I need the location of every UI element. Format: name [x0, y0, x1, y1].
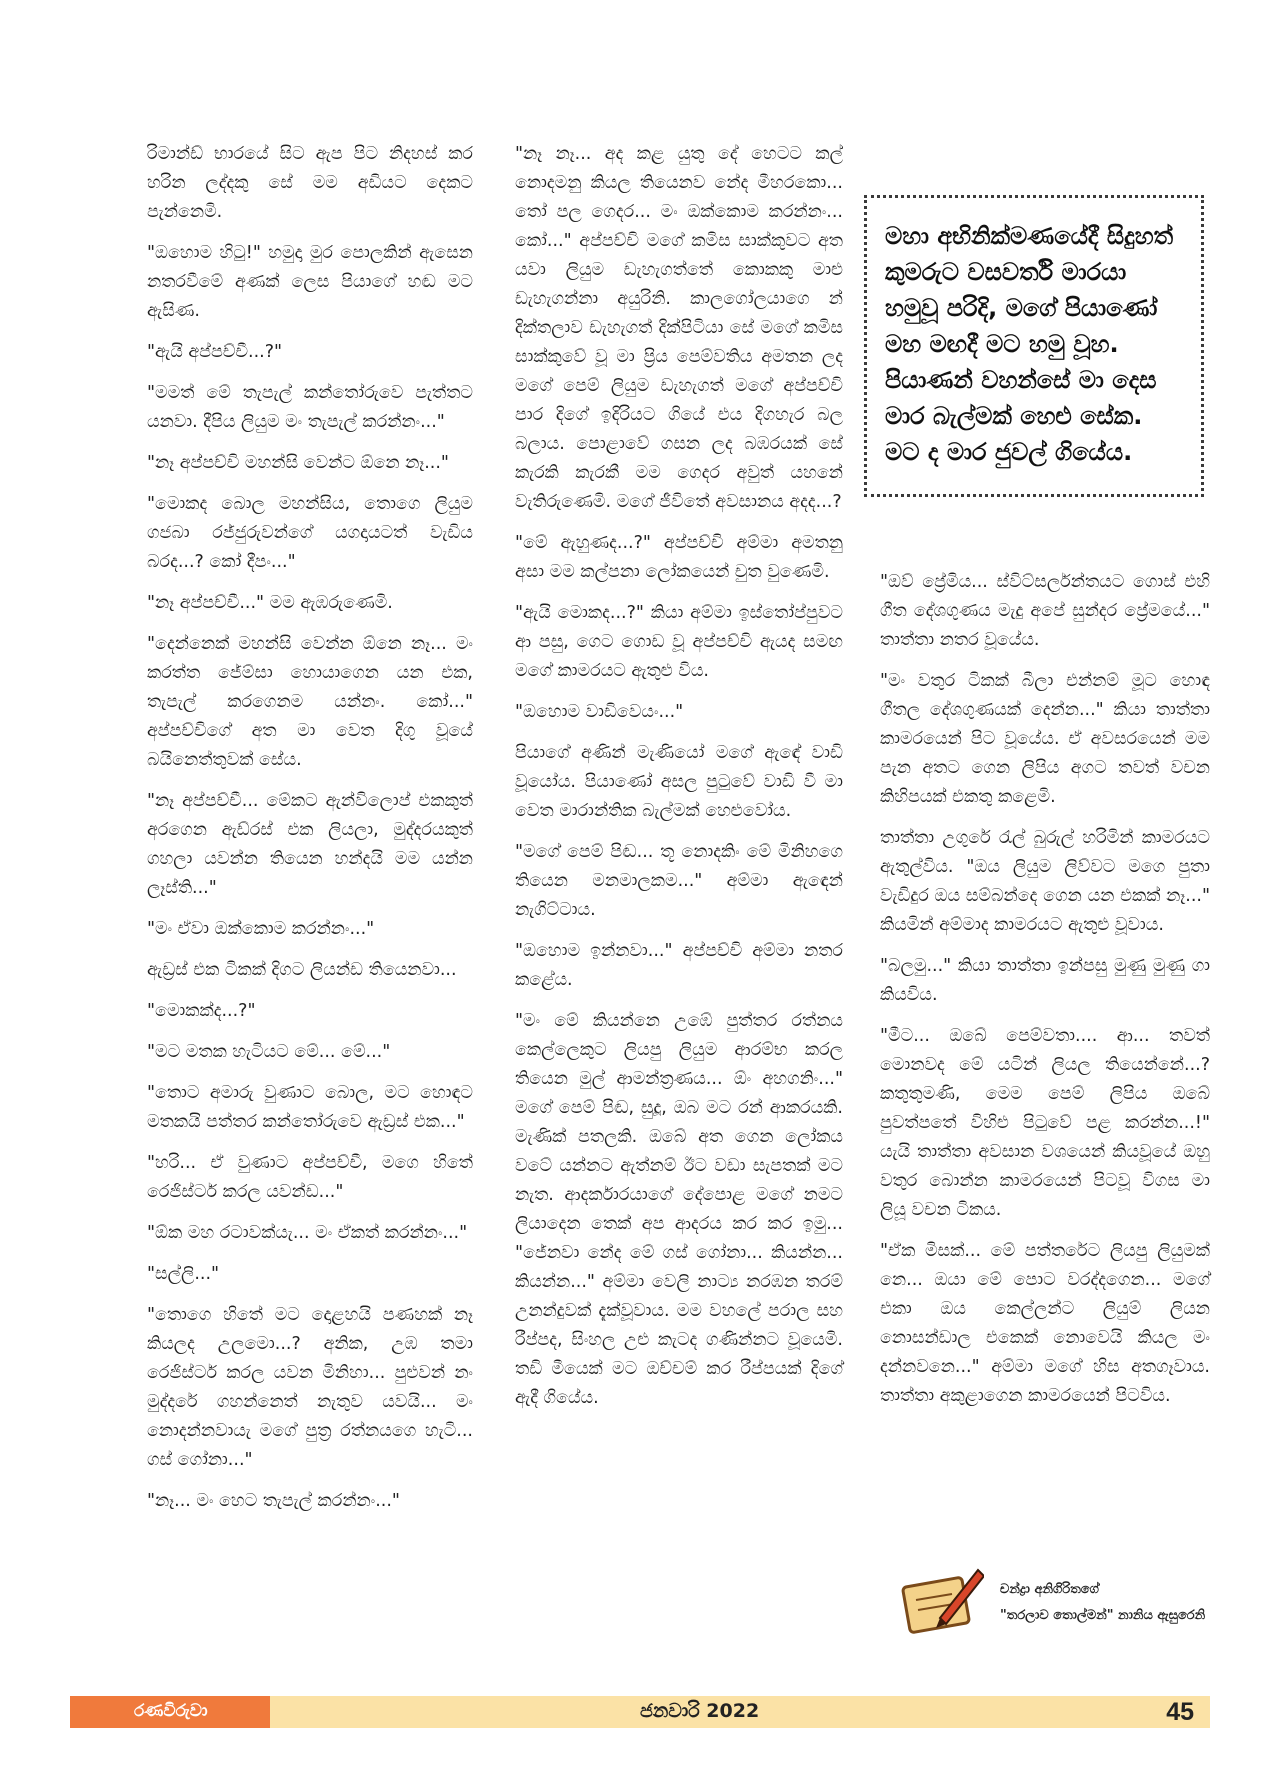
paragraph: තාත්තා උගුරේ රැල් බුරුල් හරිමින් කාමරයට ඇතුල්විය. "ඔය ලියුම ලිව්වට මගෙ පුතා වැඩිදුර ඔය සම්බන්දෙ ගෙන යන එකක් නෑ..." කියමින් අම්මාද කාමරයට ඇතුළු වූවාය.	[880, 828, 1210, 935]
paragraph: "මං ඒවා ඔක්කොම කරන්නං..."	[147, 919, 375, 939]
paragraph: "ඇයි අප්පච්චී...?"	[147, 342, 283, 362]
paragraph: "මං මේ කියන්නෙ උඹේ පුත්තර රත්නය කෙල්ලෙකුට ලියපු ලියුම ආරම්භ කරල තියෙන මුල් ආමන්ත්‍රණය... ඕං අහගනිං..." මගේ පෙම් පිඬ, සුදූ, ඔබ මට රන් ආකරයකි. මැණික් පතලකි. ඔබේ අත ගෙන ලෝකය වටේ යන්නට ඇත්නම් ඊට වඩා සැපතක් මට නැත. ආදර්කාරයාගේ දේපොළ මගේ නමට ලියාදෙන තෙක් අප ආදරය කර කර ඉමු... "ජේනවා නේද මේ ගස් ගෝනා... කියන්න... කියන්න..." අම්මා වෙලි නාට්‍ය නරඹන තරම් උනන්දුවක් දැක්වූවාය. මම වහලේ පරාල සහ රීප්පද, සිංහල උළු කැටද ගණින්නට වූයෙමි. තඩි මීයෙක් මට ඔච්චම් කර රීප්පයක් දිගේ ඇදී ගියේය.	[515, 1011, 843, 1408]
author-name: චන්ද්‍රා අනිගිරිතගේ	[1000, 1582, 1099, 1597]
magazine-name: රණවිරුවා	[134, 1701, 208, 1721]
paragraph: "ඔහොම හිටු!" හමුදා මුර පොලකින් ඇසෙන නතරවීමේ අණක් ලෙස පියාගේ හඬ මට ඇසිණ.	[147, 243, 473, 321]
page-number: 45	[1166, 1698, 1194, 1726]
paragraph: ඇඩ්‍රස් එක ටිකක් දිගට ලියන්ඩ තියෙනවා...	[147, 960, 457, 980]
paragraph: පියාගේ අණින් මැණියෝ මගේ ඇඳේ වාඩි වූයෝය. පියාණෝ අසල පුටුවේ වාඩි වී මා වෙත මාරාන්තික බැල්මක් හෙළුවෝය.	[515, 743, 843, 821]
paragraph: "ඔහොම ඉන්නවා..." අප්පච්චි අම්මා නතර කළේය.	[515, 941, 843, 990]
source-book: "තරලාව තොල්මන්" නානිය ඇසුරෙනි	[1000, 1608, 1206, 1623]
magazine-tab	[70, 1696, 270, 1728]
paragraph: "මමත් මේ තැපැල් කන්තෝරුවෙ පැත්තට යනවා. දීපිය ලියුම මං තැපැල් කරන්නං..."	[147, 383, 473, 432]
paragraph: "නෑ අප්පච්චී..." මම ඇඹරුණෙමි.	[147, 593, 393, 613]
author-signature	[900, 1560, 1220, 1640]
paragraph: "තොට අමාරු වුණාට බොල, මට හොඳට මතකයි පත්තර කන්තෝරුවෙ ඇඩ්‍රස් එක..."	[147, 1083, 473, 1132]
article-column-2	[515, 140, 843, 1425]
footer-band	[270, 1696, 1210, 1728]
paragraph: "මගේ පෙම් පිඬ... තූ නොදකිං මේ මිනිහගෙ තියෙන මනමාලකම..." අම්මා ඇඳෙන් නැගිට්ටාය.	[515, 842, 843, 920]
pull-quote-text: මහා අභිනික්මණයේදී සිදුහත් කුමරුට වසවර්ති මාරයා හමුවූ පරිදි, මගේ පියාණෝ මහ මඟදී මට හමු වූහ. පියාණන් වහන්සේ මා දෙස මාර බැල්මක් හෙළු සේක. මට ද මාර ජුවල් ගියේය.	[885, 222, 1174, 466]
paragraph: "මොකද බොල මහන්සිය, තොගෙ ලියුම ගජබා රජ්ජුරුවන්ගේ යගදායටත් වැඩිය බරද...? කෝ දීපං..."	[147, 494, 473, 572]
paragraph: "මං වතුර ටිකක් බීලා එන්නම් මූට හොඳ ගීතල දේශගුණයක් දෙන්න..." කියා තාත්තා කාමරයෙන් පිට වූයේය. ඒ අවසරයෙන් මම පැන අතට ගෙන ලිපිය අගට තවත් වචන කිහිපයක් එකතු කළෙමි.	[880, 671, 1210, 807]
paragraph: "මට මතක හැටියට මේ... මේ..."	[147, 1042, 391, 1062]
article-column-3	[880, 568, 1210, 1423]
paragraph: "ඔව් ප්‍රේමිය... ස්විට්සර්ලන්තයට ගොස් එහි ගීත දේශගුණය මැදු අපේ සුන්දර ප්‍රේමයේ..." තාත්තා නතර වූයේය.	[880, 572, 1210, 650]
pen-icon	[900, 1560, 984, 1638]
issue-date: ජනවාරි 2022	[640, 1700, 760, 1722]
page-footer	[70, 1696, 1210, 1728]
paragraph: "ඒක මිසක්... මේ පත්තරේට ලියපු ලියුමක් නෙ... ඔයා මේ පොට වරද්දගෙන... මගේ එකා ඔය කෙල්ලන්ට ලියුම් ලියන නොසන්ඩාල එකෙක් නොවෙයි කියල මං දන්නවනෙ..." අම්මා මගේ හිස අතගෑවාය. තාත්තා අකුළාගෙන කාමරයෙන් පිටවිය.	[880, 1241, 1210, 1406]
paragraph: "තොගෙ හිතේ මට දොළහයි පණහක් නෑ කියලද උලමො...? අනික, උඹ තමා රෙජිස්ටර් කරල යවන මිනිහා... පුළුවන් නං මුද්දරේ ගහන්නෙත් නැතුව යවයි... මං නොදන්නවායැ මගේ පුත්‍ර රත්නයගෙ හැටි... ගස් ගෝනා..."	[147, 1305, 473, 1470]
paragraph: "නෑ අප්පච්චි මහන්සි වෙන්ට ඕනෙ නෑ..."	[147, 453, 449, 473]
paragraph: "බලමු..." කියා තාත්තා ඉන්පසු මුණු මුණු ගා කියවිය.	[880, 956, 1210, 1005]
paragraph: "මේ ඇහුණද...?" අප්පච්චි අම්මා අමතනු අසා මම කල්පනා ලෝකයෙන් චුත වුණෙමි.	[515, 533, 843, 582]
paragraph: "මොකක්ද...?"	[147, 1001, 256, 1021]
pull-quote-box	[864, 195, 1204, 497]
paragraph: "ඇයි මොකද...?" කියා අම්මා ඉස්තෝප්පුවට ආ පසු, ගෙට ගොඩ වූ අප්පච්චි ඇයද සමඟ මගේ කාමරයට ඇතුළු විය.	[515, 603, 843, 681]
paragraph: "මීට... ඔබේ පෙම්වතා.... ආ... තවත් මොනවද මේ යටින් ලියල තියෙන්නේ...? කතුතුමණි, මෙම පෙම් ලිපිය ඔබේ පුවත්පතේ විහිළු පිටුවේ පළ කරන්න...!" යැයි තාත්තා අවසාන වශයෙන් කියවූයේ ඔහු වතුර බොන්න කාමරයෙන් පිටවූ විගස මා ලියූ වචන ටිකය.	[880, 1026, 1210, 1220]
paragraph: "සල්ලි..."	[147, 1264, 220, 1284]
paragraph: "නෑ... මං හෙට තැපැල් කරන්නං..."	[147, 1491, 400, 1511]
paragraph: "හරි... ඒ වුණාට අප්පච්චී, මගෙ හිතේ රෙජිස්ටර් කරල යවන්ඩ..."	[147, 1153, 473, 1202]
article-column-1	[147, 140, 473, 1528]
paragraph: රිමාන්ඩ් භාරයේ සිට ඇප පිට නිදහස් කර හරින ලද්දකු සේ මම අඩියට දෙකට පැන්නෙමි.	[147, 144, 473, 222]
paragraph: "නෑ නෑ... අද කළ යුතු දේ හෙටට කල් නොදමනු කියල තියෙනව නේද මීහරකො... තෝ පල ගෙදර... මං ඔක්කොම කරන්නං... කෝ..." අප්පච්චි මගේ කමිස සාක්කුවට අත යවා ලියුම ඩැහැගත්තේ කොකකු මාළු ඩැහැගන්නා අයුරිනි. කාලගෝලයාගෙ න් දික්තලාව ඩැහැගත් දික්පිටියා සේ මගේ කමිස සාක්කුවේ වූ මා ප්‍රිය පෙම්වතිය අමතන ලද මගේ පෙම් ලියුම ඩැහැගත් මගේ අප්පච්චි පාර දිගේ ඉදිරියට ගියේ එය දිගහැර බල බලාය. පොළාවේ ගසන ලද බඹරයක් සේ කැරකි කැරකී මම ගෙදර අවුත් යහනේ වැතිරුණෙමි. මගේ ජීවිතේ අවසානය අදද...?	[515, 144, 843, 512]
paragraph: "ඕක මහ රටාවක්යැ... මං ඒකත් කරන්නං..."	[147, 1223, 468, 1243]
paragraph: "නෑ අප්පච්චී... මේකට ඇන්විලොප් එකකුත් අරගෙන ඇඩ්රස් එක ලියලා, මුද්දරයකුත් ගහලා යවන්න තියෙන හන්දයි මම යන්න ලෑස්ති..."	[147, 791, 473, 898]
paragraph: "දෙන්නෙක් මහන්සි වෙන්න ඕනෙ නෑ... මං කරත්ත ජේම්සා හොයාගෙන යන එක, තැපැල් කරගෙනම යන්නං. කෝ..." අප්පච්චිගේ අත මා වෙත දිගු වූයේ බයිනෙත්තුවක් සේය.	[147, 634, 473, 770]
paragraph: "ඔහොම වාඩිවෙයං..."	[515, 702, 684, 722]
